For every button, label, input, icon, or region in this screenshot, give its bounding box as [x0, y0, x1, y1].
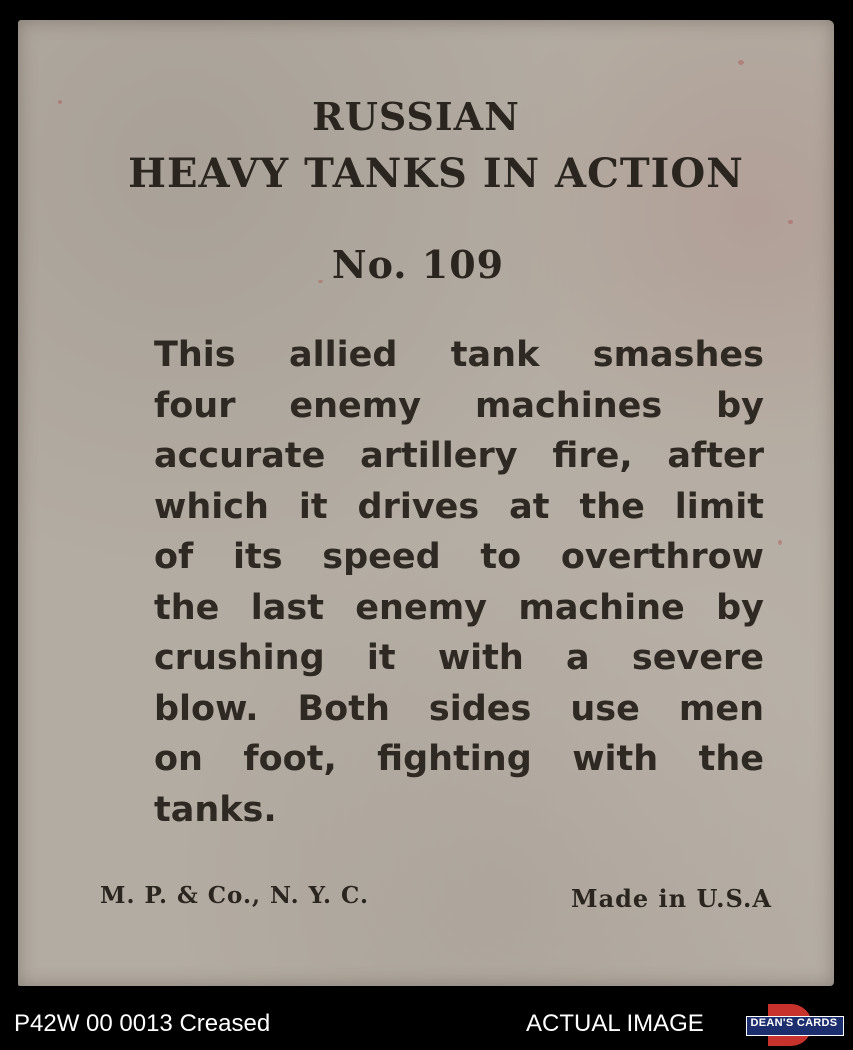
description-line: tanks. — [154, 789, 277, 830]
card-back — [18, 20, 834, 986]
card-title-line-1: RUSSIAN — [312, 94, 520, 139]
stain-speck — [738, 60, 744, 65]
description-line: of its speed to overthrow — [154, 537, 764, 577]
description-line: blow. Both sides use men — [154, 688, 764, 729]
description-line: which it drives at the limit — [154, 486, 764, 527]
deans-cards-logo — [746, 1004, 842, 1046]
card-description — [154, 330, 764, 835]
item-id-caption: P42W 00 0013 Creased — [14, 1010, 271, 1037]
stain-speck — [778, 540, 782, 545]
stain-speck — [788, 220, 793, 224]
description-line: This allied tank smashes — [154, 335, 764, 375]
description-line: on foot, fighting with the — [154, 739, 764, 779]
description-line: four enemy machines by — [154, 385, 764, 426]
logo-text: DEAN'S CARDS — [750, 1017, 838, 1029]
publisher-credit: M. P. & Co., N. Y. C. — [100, 882, 369, 909]
description-line: the last enemy machine by — [154, 587, 764, 628]
card-title-line-2: HEAVY TANKS IN ACTION — [128, 150, 744, 197]
made-in-label: Made in U.S.A — [571, 884, 772, 913]
actual-image-caption: ACTUAL IMAGE — [526, 1010, 704, 1037]
description-line: accurate artillery fire, after — [154, 436, 764, 476]
card-number: No. 109 — [331, 242, 505, 287]
description-line: crushing it with a severe — [154, 638, 764, 678]
